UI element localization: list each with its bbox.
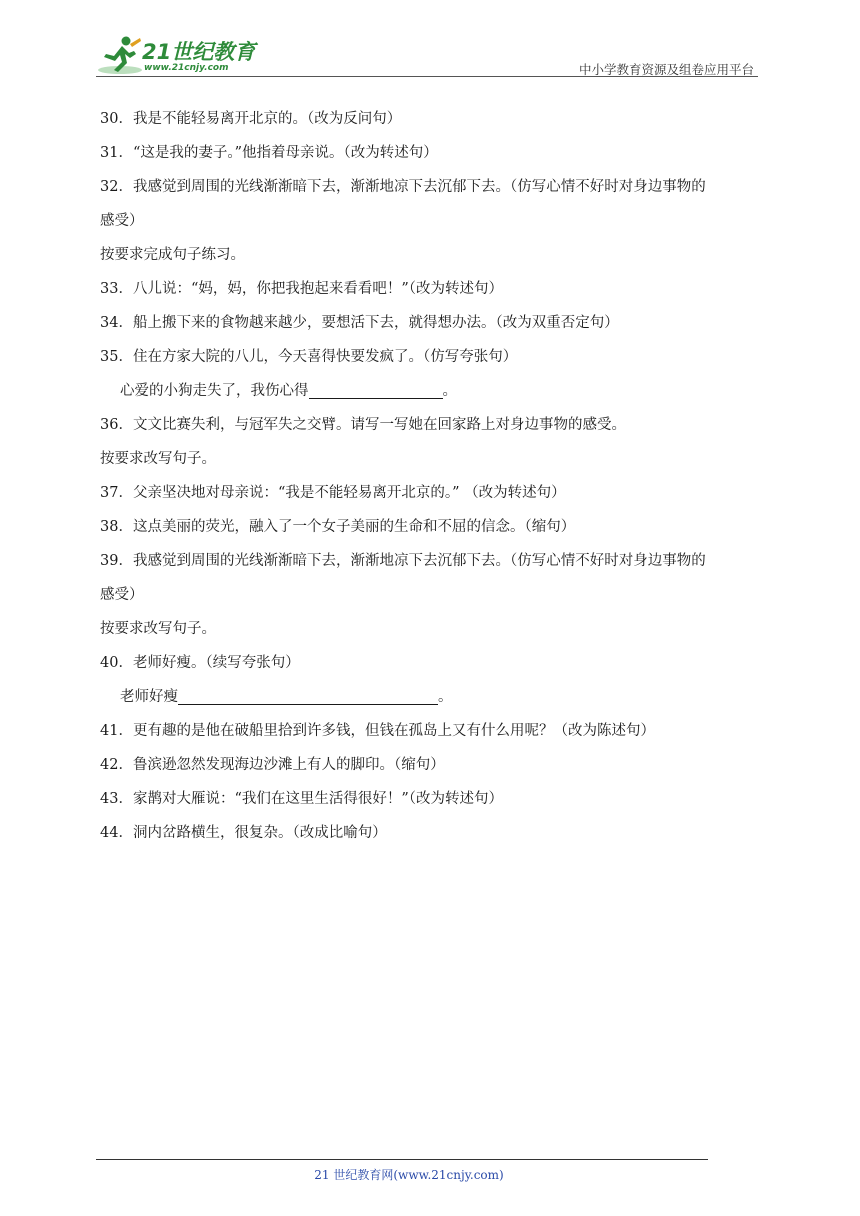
runner-logo-icon bbox=[96, 34, 144, 76]
question-37: 37．父亲坚决地对母亲说：“我是不能轻易离开北京的。” （改为转述句） bbox=[100, 485, 566, 501]
site-logo[interactable] bbox=[96, 34, 266, 78]
question-39: 39．我感觉到周围的光线渐渐暗下去，渐渐地凉下去沉郁下去。（仿写心情不好时对身边事物的 bbox=[100, 553, 706, 569]
question-32-continued: 感受） bbox=[100, 213, 144, 229]
footer-link[interactable]: 21 世纪教育网(www.21cnjy.com) bbox=[314, 1168, 504, 1182]
example-suffix: 。 bbox=[442, 383, 457, 399]
question-35-example bbox=[100, 374, 760, 408]
question-30: 30．我是不能轻易离开北京的。（改为反问句） bbox=[100, 111, 402, 127]
question-43: 43．家鹊对大雁说：“我们在这里生活得很好！”（改为转述句） bbox=[100, 791, 504, 807]
logo-url: www.21cnjy.com bbox=[144, 63, 229, 73]
question-32: 32．我感觉到周围的光线渐渐暗下去，渐渐地凉下去沉郁下去。（仿写心情不好时对身边事物的 bbox=[100, 179, 706, 195]
question-31: 31．“这是我的妻子。”他指着母亲说。（改为转述句） bbox=[100, 145, 438, 161]
question-39-continued: 感受） bbox=[100, 587, 144, 603]
question-35: 35．住在方家大院的八儿，今天喜得快要发疯了。（仿写夸张句） bbox=[100, 349, 518, 365]
answer-blank[interactable] bbox=[178, 686, 438, 705]
section-instruction: 按要求改写句子。 bbox=[100, 451, 216, 467]
question-40: 40．老师好瘦。（续写夸张句） bbox=[100, 655, 300, 671]
question-33: 33．八儿说：“妈，妈，你把我抱起来看看吧！”（改为转述句） bbox=[100, 281, 504, 297]
example-suffix: 。 bbox=[438, 689, 453, 705]
section-instruction: 按要求改写句子。 bbox=[100, 621, 216, 637]
answer-blank[interactable] bbox=[309, 380, 443, 399]
section-instruction: 按要求完成句子练习。 bbox=[100, 247, 245, 263]
header-divider bbox=[96, 76, 758, 77]
question-44: 44．洞内岔路横生，很复杂。（改成比喻句） bbox=[100, 825, 387, 841]
question-40-example bbox=[100, 680, 760, 714]
question-36: 36．文文比赛失利，与冠军失之交臂。请写一写她在回家路上对身边事物的感受。 bbox=[100, 417, 626, 433]
header-tagline: 中小学教育资源及组卷应用平台 bbox=[578, 62, 754, 77]
logo-text: 21世纪教育 bbox=[142, 40, 256, 64]
page-footer bbox=[0, 1166, 860, 1183]
question-42: 42．鲁滨逊忽然发现海边沙滩上有人的脚印。（缩句） bbox=[100, 757, 445, 773]
example-prefix: 老师好瘦 bbox=[120, 689, 178, 705]
question-34: 34．船上搬下来的食物越来越少，要想活下去，就得想办法。（改为双重否定句） bbox=[100, 315, 619, 331]
footer-divider bbox=[96, 1159, 708, 1160]
example-prefix: 心爱的小狗走失了，我伤心得 bbox=[120, 383, 309, 399]
question-41: 41．更有趣的是他在破船里拾到许多钱，但钱在孤岛上又有什么用呢？（改为陈述句） bbox=[100, 723, 655, 739]
page-header bbox=[96, 30, 758, 78]
question-list bbox=[100, 102, 760, 850]
question-38: 38．这点美丽的荧光，融入了一个女子美丽的生命和不屈的信念。（缩句） bbox=[100, 519, 576, 535]
